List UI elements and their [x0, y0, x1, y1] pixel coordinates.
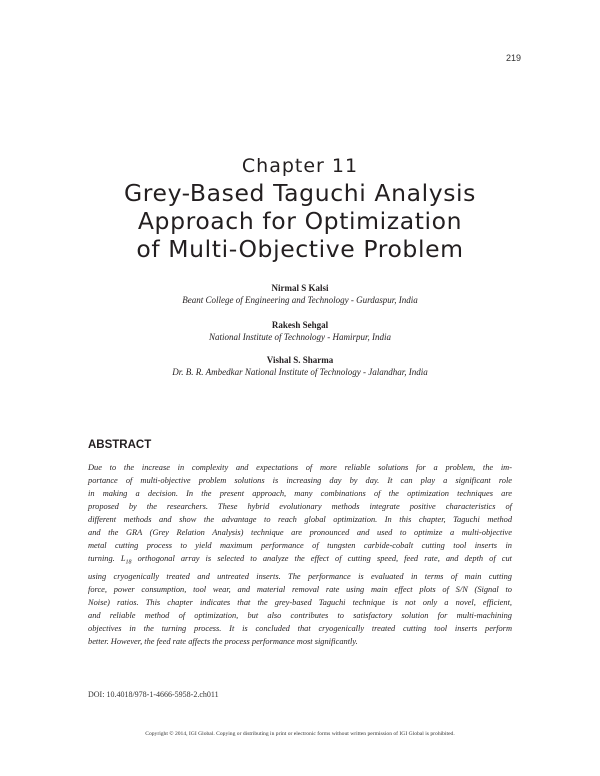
abstract-text: turning. L	[88, 554, 126, 564]
abstract-body	[88, 461, 512, 648]
abstract-line: using cryogenically treated and untreated inserts. The performance is evaluated in terms of main cutting	[88, 572, 512, 582]
abstract-line: better. However, the feed rate affects the process performance most significantly.	[88, 637, 358, 647]
author-affiliation: Dr. B. R. Ambedkar National Institute of Technology - Jalandhar, India	[172, 367, 428, 377]
author-affiliation: National Institute of Technology - Hamirpur, India	[209, 332, 391, 342]
abstract-line: Noise) ratios. This chapter indicates that the grey-based Taguchi technique is not only a novel, efficient,	[88, 598, 512, 608]
copyright-notice: Copyright © 2014, IGI Global. Copying or distributing in print or electronic forms without written permission of IGI Global is prohibited.	[145, 731, 455, 737]
doi: DOI: 10.4018/978-1-4666-5958-2.ch011	[88, 690, 219, 699]
page-number: 219	[505, 53, 521, 63]
abstract-line: and the GRA (Grey Relation Analysis) technique are pronounced and used to optimize a multi-objective	[88, 528, 512, 538]
title-line: of Multi-Objective Problem	[136, 235, 464, 263]
abstract-line: in making a decision. In the present approach, many combinations of the optimization techniques are	[88, 489, 512, 499]
author-block	[0, 283, 600, 305]
abstract-line: proposed by the researchers. These hybrid evolutionary methods integrate positive characteristics of	[88, 502, 512, 512]
abstract-line: metal cutting process to yield maximum performance of tungsten carbide-cobalt cutting tool inserts in	[88, 541, 512, 551]
chapter-title	[60, 179, 540, 263]
author-affiliation: Beant College of Engineering and Technology - Gurdaspur, India	[182, 295, 418, 305]
author-name: Nirmal S Kalsi	[271, 283, 329, 293]
subscript: 18	[125, 560, 132, 566]
chapter-label: Chapter 11	[241, 155, 359, 177]
abstract-heading: ABSTRACT	[88, 439, 152, 451]
abstract-line: objectives in the turning process. It is concluded that cryogenically treated cutting tool inserts perform	[88, 624, 512, 634]
title-line: Approach for Optimization	[137, 207, 463, 235]
author-block	[0, 355, 600, 377]
abstract-line: portance of multi-objective problem solutions is increasing day by day. It can play a significant role	[88, 476, 512, 486]
author-block	[0, 320, 600, 342]
author-name: Vishal S. Sharma	[266, 355, 334, 365]
abstract-text: orthogonal array is selected to analyze the effect of cutting speed, feed rate, and depth of cut	[131, 554, 512, 564]
abstract-line: force, power consumption, tool wear, and material removal rate using main effect plots of S/N (Signal to	[88, 585, 512, 595]
abstract-line: and reliable method of optimization, but also contributes to satisfactory solution for multi-machining	[88, 611, 512, 621]
title-line: Grey-Based Taguchi Analysis	[123, 179, 477, 207]
abstract-line: different methods and show the advantage to reach global optimization. In this chapter, Taguchi method	[88, 515, 512, 525]
abstract-line: Due to the increase in complexity and expectations of more reliable solutions for a problem, the im-	[88, 463, 512, 472]
abstract-line	[88, 552, 512, 570]
author-name: Rakesh Sehgal	[271, 320, 329, 330]
